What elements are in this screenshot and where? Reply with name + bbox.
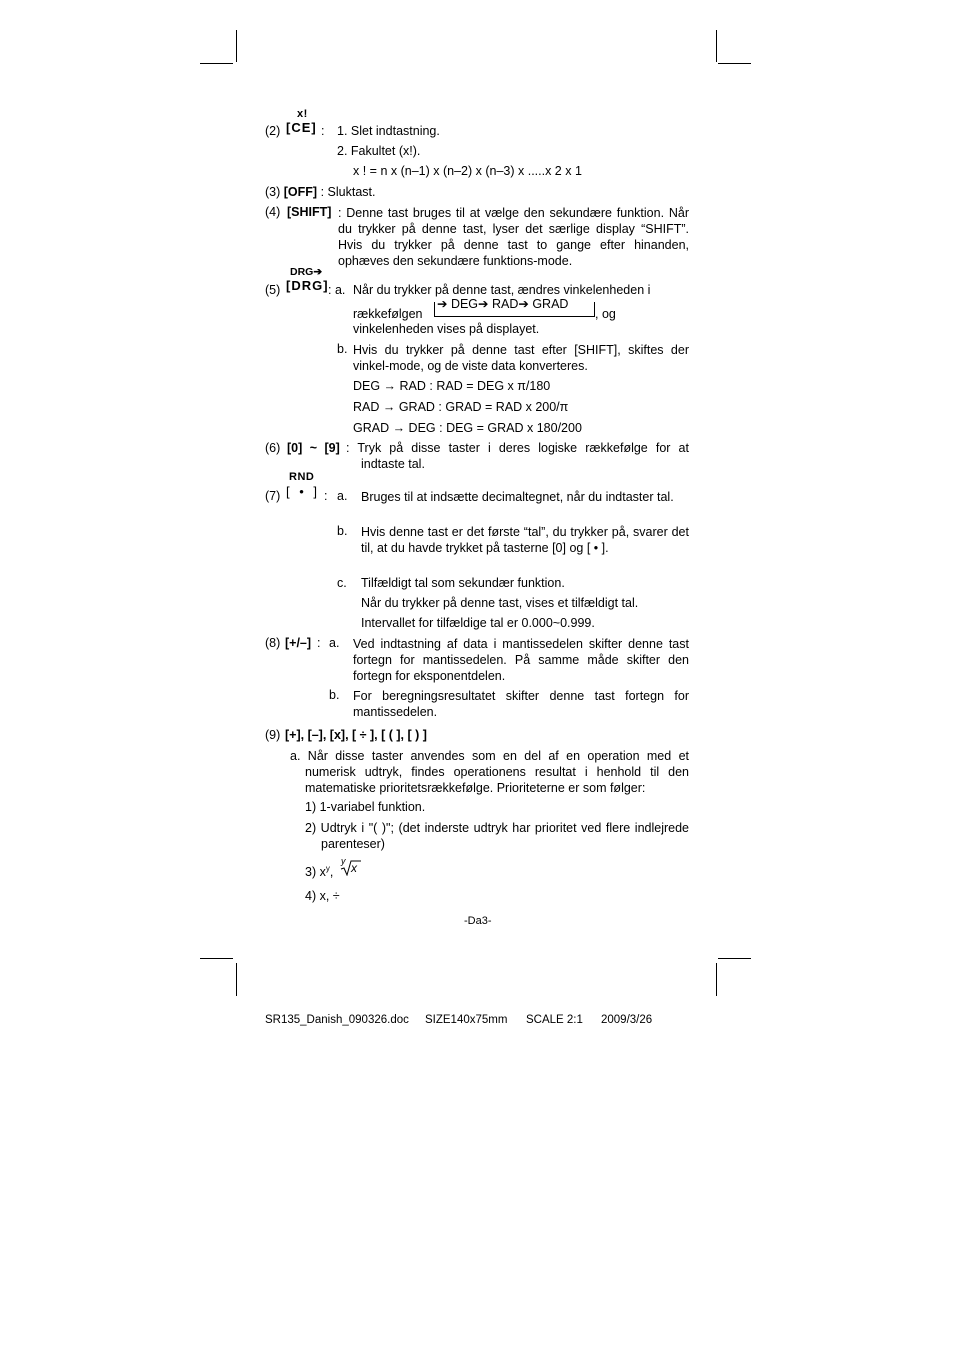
item-8-a-label: a. — [329, 636, 340, 650]
item-8-colon: : — [317, 636, 321, 650]
priority-3 — [305, 864, 333, 879]
item-8-b-text: For beregningsresultatet skifter denne tast fortegn for mantissedelen. — [353, 689, 689, 719]
footer-size: SIZE140x75mm — [425, 1014, 508, 1026]
item-2-colon: : — [321, 124, 325, 138]
item-2-formula: x ! = n x (n–1) x (n–2) x (n–3) x .....x 2 x 1 — [353, 164, 582, 178]
item-8-a-text: Ved indtastning af data i mantissedelen skifter denne tast fortegn for mantissedelen. På samme måde skifter den fortegn for eksponentdelen. — [353, 637, 689, 683]
item-9-number: (9) — [265, 728, 281, 742]
key-digits: [0] ~ [9] — [287, 441, 340, 455]
item-7-c-label: c. — [337, 576, 347, 590]
item-2-number: (2) — [265, 124, 281, 138]
item-7-a-label: a. — [337, 489, 348, 503]
crop-mark-br-v — [716, 963, 717, 996]
key-ce-secondary-label: x! — [297, 108, 308, 120]
footer-scale: SCALE 2:1 — [526, 1014, 583, 1026]
priority-4: 4) x, ÷ — [305, 889, 340, 903]
footer-date: 2009/3/26 — [601, 1014, 653, 1026]
angle-sequence: ➔ DEG➔ RAD➔ GRAD — [437, 297, 569, 311]
item-3-number: (3) — [265, 185, 281, 199]
key-decimal-point: [ • ] — [286, 484, 320, 499]
item-5-a-line-2-post: , og — [595, 307, 616, 321]
item-7-c-line-3: Intervallet for tilfældige tal er 0.000~0.999. — [361, 616, 595, 630]
item-7-colon: : — [324, 489, 328, 503]
item-4-number: (4) — [265, 205, 281, 219]
item-7-b-label: b. — [337, 524, 348, 538]
item-7-number: (7) — [265, 489, 281, 503]
item-5-formula-2: RAD → GRAD : GRAD = RAD x 200/π — [353, 400, 569, 414]
root-symbol — [340, 856, 362, 876]
item-2-line-1: 1. Slet indtastning. — [337, 124, 440, 138]
keys-operators: [+], [–], [x], [ ÷ ], [ ( ], [ ) ] — [285, 728, 427, 742]
item-5-number: (5) — [265, 283, 281, 297]
priority-3-exponent: y — [325, 864, 330, 873]
key-drg-secondary-label: DRG➔ — [290, 266, 323, 278]
item-5-formula-3: GRAD → DEG : DEG = GRAD x 180/200 — [353, 421, 582, 435]
crop-mark-tr-h — [718, 63, 751, 64]
item-8-b-label: b. — [329, 688, 340, 702]
item-7-c-line-1: Tilfældigt tal som sekundær funktion. — [361, 576, 565, 590]
priority-2: 2) Udtryk i "( )"; (det inderste udtryk har prioritet ved flere indlejrede parenteser) — [305, 821, 689, 851]
item-5-b-label: b. — [337, 342, 348, 356]
crop-mark-bl-v — [236, 963, 237, 996]
crop-mark-br-h — [718, 958, 751, 959]
item-6-number: (6) — [265, 441, 281, 455]
item-5-formula-1: DEG → RAD : RAD = DEG x π/180 — [353, 379, 551, 393]
key-off: [OFF] — [283, 185, 318, 199]
item-6-line-2: indtaste tal. — [361, 457, 425, 471]
key-point-secondary-label: RND — [289, 471, 315, 483]
key-drg: [DRG] — [286, 278, 329, 293]
page-number: -Da3- — [464, 915, 492, 927]
root-index: y — [341, 856, 346, 866]
item-6-line-1: : Tryk på disse taster i deres logiske rækkefølge for at — [346, 441, 689, 455]
item-5-a-line-1: Når du trykker på denne tast, ændres vinkelenheden i — [353, 283, 651, 297]
key-shift: [SHIFT] — [287, 205, 332, 219]
crop-mark-tl-v — [236, 30, 237, 62]
crop-mark-tr-v — [716, 30, 717, 62]
priority-3-separator: , — [329, 865, 334, 880]
item-7-a-text: Bruges til at indsætte decimaltegnet, når du indtaster tal. — [361, 490, 674, 504]
crop-mark-bl-h — [200, 958, 233, 959]
item-5-a-label: : a. — [328, 283, 346, 297]
item-2-line-2: 2. Fakultet (x!). — [337, 144, 421, 158]
priority-3-prefix: 3) x — [305, 865, 326, 880]
footer-filename: SR135_Danish_090326.doc — [265, 1014, 409, 1026]
item-3-text: : Sluktast. — [320, 185, 376, 199]
root-argument: x — [351, 861, 357, 875]
item-8-number: (8) — [265, 636, 281, 650]
key-plus-minus: [+/–] — [285, 636, 312, 650]
item-3 — [265, 185, 375, 199]
priority-1: 1) 1-variabel funktion. — [305, 800, 426, 814]
item-5-a-line-3: vinkelenheden vises på displayet. — [353, 322, 540, 336]
item-7-c-line-2: Når du trykker på denne tast, vises et tilfældigt tal. — [361, 596, 639, 610]
key-ce: [CE] — [286, 120, 317, 135]
item-5-b-text: Hvis du trykker på denne tast efter [SHIFT], skiftes der vinkel-mode, og de viste data konverteres. — [353, 343, 689, 373]
item-7-b-text: Hvis denne tast er det første “tal”, du trykker på, svarer det til, at du havde trykket på tasterne [0] og [ • ]. — [361, 525, 689, 555]
item-9-a-text: a. Når disse taster anvendes som en del af en operation med et numerisk udtryk, findes operationens resultat i henhold til den matematiske prioritetsrækkefølge. Prioriteterne er som følger: — [290, 749, 689, 795]
item-4-text: : Denne tast bruges til at vælge den sekundære funktion. Når du trykker på denne tast, lyser det særlige display “SHIFT”. Hvis du trykker på denne tast to gange efter hinanden, ophæves den sekundære funktions-mode. — [338, 206, 689, 268]
crop-mark-tl-h — [200, 63, 233, 64]
item-5-a-line-2-pre: rækkefølgen — [353, 307, 423, 321]
